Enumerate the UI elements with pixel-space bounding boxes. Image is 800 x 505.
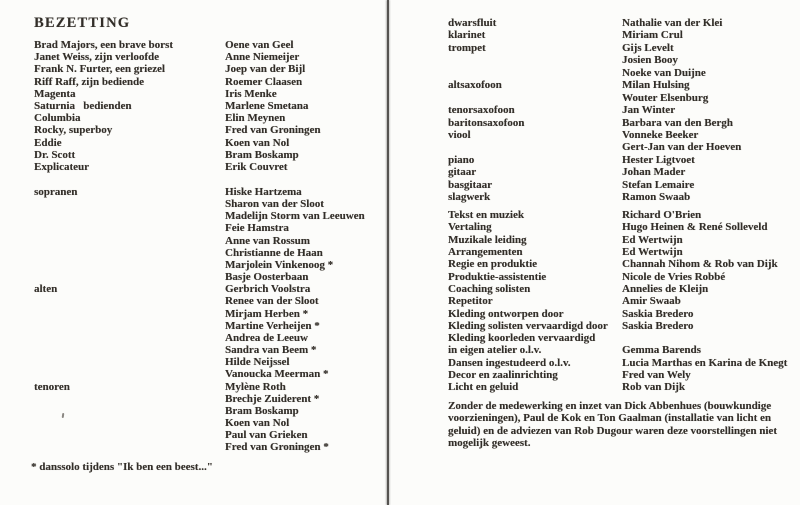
credit-name: Annelies de Kleijn [622, 282, 709, 295]
orchestra-row [448, 117, 741, 129]
credit-row [448, 246, 787, 258]
cast-row [34, 137, 321, 149]
cast-role-cell: Eddie [34, 136, 62, 149]
choir-row [34, 393, 365, 405]
credit-row [448, 234, 787, 246]
choir-row [34, 441, 365, 453]
page-fold-divider [387, 0, 389, 505]
choir-row [34, 198, 365, 210]
choir-list [34, 186, 365, 453]
cast-actor-cell: Iris Menke [225, 87, 277, 100]
musician-name: Josien Booy [622, 54, 678, 67]
choir-row [34, 308, 365, 320]
cast-actor-cell: Elin Meynen [225, 112, 286, 125]
musician-name: Stefan Lemaire [622, 178, 695, 191]
singer-name: Fred van Groningen * [225, 441, 329, 454]
cast-actor-cell: Bram Boskamp [225, 148, 299, 161]
choir-row [34, 417, 365, 429]
credit-row [448, 369, 787, 381]
orchestra-row [448, 17, 741, 29]
cast-role-cell: Brad Majors, een brave borst [34, 39, 174, 51]
musician-name: Nathalie van der Klei [622, 17, 723, 29]
singer-name: Mylène Roth [225, 380, 286, 393]
musician-name: Noeke van Duijne [622, 66, 706, 79]
credit-label: Vertaling [448, 221, 492, 234]
credit-label: Kleding koorleden vervaardigd [448, 332, 596, 345]
page-title: BEZETTING [34, 15, 131, 31]
credit-name: Channah Nihom & Rob van Dijk [622, 258, 778, 271]
singer-name: Koen van Nol [225, 416, 290, 429]
credit-label: Coaching solisten [448, 282, 531, 295]
singer-name: Marjolein Vinkenoog * [225, 258, 334, 271]
cast-role-cell: Rocky, superboy [34, 124, 113, 137]
credit-label: Kleding ontworpen door [448, 307, 564, 320]
singer-name: Renee van der Sloot [225, 295, 319, 308]
cast-row [34, 149, 321, 161]
credit-row [448, 308, 787, 320]
credit-row [448, 320, 787, 332]
instrument-label: dwarsfluit [448, 17, 497, 29]
credit-row [448, 344, 787, 356]
credit-label: Arrangementen [448, 245, 523, 258]
instrument-label: altsaxofoon [448, 79, 502, 92]
choir-row [34, 344, 365, 356]
cast-role-cell: Columbia [34, 112, 81, 125]
choir-row [34, 210, 365, 222]
singer-name: Madelijn Storm van Leeuwen [225, 210, 365, 223]
instrument-label: slagwerk [448, 191, 491, 204]
cast-row [34, 161, 321, 173]
credit-label: Regie en produktie [448, 258, 538, 271]
orchestra-row [448, 42, 741, 54]
cast-actor-cell: Oene van Geel [225, 39, 294, 51]
cast-actor-cell: Anne Niemeijer [225, 51, 300, 64]
choir-row [34, 405, 365, 417]
orchestra-row [448, 129, 741, 141]
choir-row [34, 332, 365, 344]
orchestra-row [448, 179, 741, 191]
credit-label: Muzikale leiding [448, 233, 527, 246]
singer-name: Gerbrich Voolstra [225, 283, 311, 296]
musician-name: Hester Ligtvoet [622, 153, 695, 166]
instrument-label: baritonsaxofoon [448, 116, 525, 129]
credit-row [448, 295, 787, 307]
cast-list [34, 39, 321, 173]
voice-group-label: alten [34, 283, 58, 296]
musician-name: Milan Hulsing [622, 79, 690, 92]
credit-label: Kleding solisten vervaardigd door [448, 319, 608, 332]
musician-name: Gert-Jan van der Hoeven [622, 141, 742, 154]
cast-role-cell: Janet Weiss, zijn verloofde [34, 51, 160, 64]
cast-actor-cell: Fred van Groningen [225, 124, 321, 137]
singer-name: Paul van Grieken [225, 429, 308, 442]
cast-row [34, 88, 321, 100]
orchestra-row [448, 104, 741, 116]
orchestra-row [448, 92, 741, 104]
orchestra-list [448, 17, 741, 204]
choir-row [34, 356, 365, 368]
singer-name: Hiske Hartzema [225, 186, 302, 198]
credit-row [448, 209, 787, 221]
singer-name: Hilde Neijssel [225, 356, 290, 369]
musician-name: Ramon Swaab [622, 191, 691, 204]
cast-row [34, 100, 321, 112]
acknowledgement-paragraph: Zonder de medewerking en inzet van Dick Abbenhues (bouwkundige voorzieningen), Paul de Kok en Ton Gaalman (installatie van licht en geluid) en de adviezen van Rob Dugour waren deze voorstellingen niet mogelijk geweest. [448, 400, 777, 450]
choir-row [34, 381, 365, 393]
cast-role-cell: Riff Raff, zijn bediende [34, 75, 144, 88]
dance-solo-footnote: * danssolo tijdens "Ik ben een beest..." [31, 461, 213, 473]
credit-name: Gemma Barends [622, 344, 701, 357]
orchestra-row [448, 29, 741, 41]
credit-row [448, 332, 787, 344]
credit-row [448, 357, 787, 369]
singer-name: Brechje Zuiderent * [225, 392, 320, 405]
singer-name: Anne van Rossum [225, 234, 310, 247]
orchestra-row [448, 154, 741, 166]
credit-row [448, 258, 787, 270]
cast-role-cell: Explicateur [34, 160, 89, 173]
credit-label: Repetitor [448, 295, 493, 308]
credit-row [448, 283, 787, 295]
cast-row [34, 39, 321, 51]
instrument-label: piano [448, 153, 475, 166]
cast-role-cell: Frank N. Furter, een griezel [34, 63, 165, 76]
cast-actor-cell: Roemer Claasen [225, 75, 303, 88]
choir-row [34, 186, 365, 198]
choir-row [34, 429, 365, 441]
singer-name: Andrea de Leeuw [225, 331, 308, 344]
credit-row [448, 381, 787, 393]
musician-name: Wouter Elsenburg [622, 91, 709, 104]
credit-name: Amir Swaab [622, 295, 681, 308]
instrument-label: viool [448, 128, 471, 141]
musician-name: Gijs Levelt [622, 41, 674, 54]
choir-row [34, 247, 365, 259]
cast-row [34, 51, 321, 63]
credit-name: Nicole de Vries Robbé [622, 270, 726, 283]
instrument-label: gitaar [448, 166, 477, 179]
instrument-label: basgitaar [448, 178, 492, 191]
credit-name: Ed Wertwijn [622, 245, 683, 258]
orchestra-row [448, 141, 741, 153]
choir-row [34, 320, 365, 332]
musician-name: Vonneke Beeker [622, 128, 699, 141]
singer-name: Vanoucka Meerman * [225, 368, 329, 381]
choir-row [34, 368, 365, 380]
orchestra-row [448, 67, 741, 79]
voice-group-label: tenoren [34, 380, 70, 393]
instrument-label: klarinet [448, 29, 486, 42]
cast-role-cell: Dr. Scott [34, 148, 76, 161]
choir-row [34, 271, 365, 283]
credit-name: Hugo Heinen & René Solleveld [622, 221, 768, 234]
credit-row [448, 221, 787, 233]
musician-name: Barbara van den Bergh [622, 116, 733, 129]
orchestra-row [448, 79, 741, 91]
credit-name: Fred van Wely [622, 369, 691, 382]
credit-name: Saskia Bredero [622, 319, 694, 332]
instrument-label: trompet [448, 41, 486, 54]
cast-role-cell: Saturnia bedienden [34, 99, 132, 112]
voice-group-label: sopranen [34, 186, 78, 198]
credit-label: Decor en zaalinrichting [448, 369, 558, 382]
singer-name: Sandra van Beem * [225, 344, 317, 357]
credit-name: Lucia Marthas en Karina de Knegt [622, 356, 788, 369]
cast-row [34, 112, 321, 124]
credit-label: Dansen ingestudeerd o.l.v. [448, 356, 571, 369]
orchestra-row [448, 191, 741, 203]
instrument-label: tenorsaxofoon [448, 104, 515, 117]
singer-name: Feie Hamstra [225, 222, 289, 235]
cast-row [34, 76, 321, 88]
credit-name: Saskia Bredero [622, 307, 694, 320]
credit-label: in eigen atelier o.l.v. [448, 344, 542, 357]
choir-row [34, 259, 365, 271]
credit-name: Richard O'Brien [622, 209, 702, 221]
musician-name: Johan Mader [622, 166, 686, 179]
cast-row [34, 63, 321, 75]
choir-row [34, 222, 365, 234]
credit-name: Ed Wertwijn [622, 233, 683, 246]
cast-actor-cell: Joep van der Bijl [225, 63, 306, 76]
credits-list [448, 209, 787, 394]
cast-row [34, 124, 321, 136]
musician-name: Jan Winter [622, 104, 676, 117]
choir-row [34, 235, 365, 247]
singer-name: Bram Boskamp [225, 404, 299, 417]
cast-actor-cell: Erik Couvret [225, 160, 288, 173]
credit-label: Produktie-assistentie [448, 270, 547, 283]
cast-actor-cell: Koen van Nol [225, 136, 290, 149]
credit-row [448, 271, 787, 283]
choir-row [34, 295, 365, 307]
singer-name: Sharon van der Sloot [225, 198, 324, 211]
credit-name: Rob van Dijk [622, 381, 685, 394]
cast-role-cell: Magenta [34, 87, 76, 100]
musician-name: Miriam Crul [622, 29, 683, 42]
orchestra-row [448, 166, 741, 178]
singer-name: Christianne de Haan [225, 246, 323, 259]
cast-actor-cell: Marlene Smetana [225, 99, 309, 112]
credit-label: Licht en geluid [448, 381, 519, 394]
singer-name: Basje Oosterbaan [225, 271, 309, 284]
credit-label: Tekst en muziek [448, 209, 524, 221]
orchestra-row [448, 54, 741, 66]
singer-name: Mirjam Herben * [225, 307, 309, 320]
singer-name: Martine Verheijen * [225, 319, 320, 332]
choir-row [34, 283, 365, 295]
